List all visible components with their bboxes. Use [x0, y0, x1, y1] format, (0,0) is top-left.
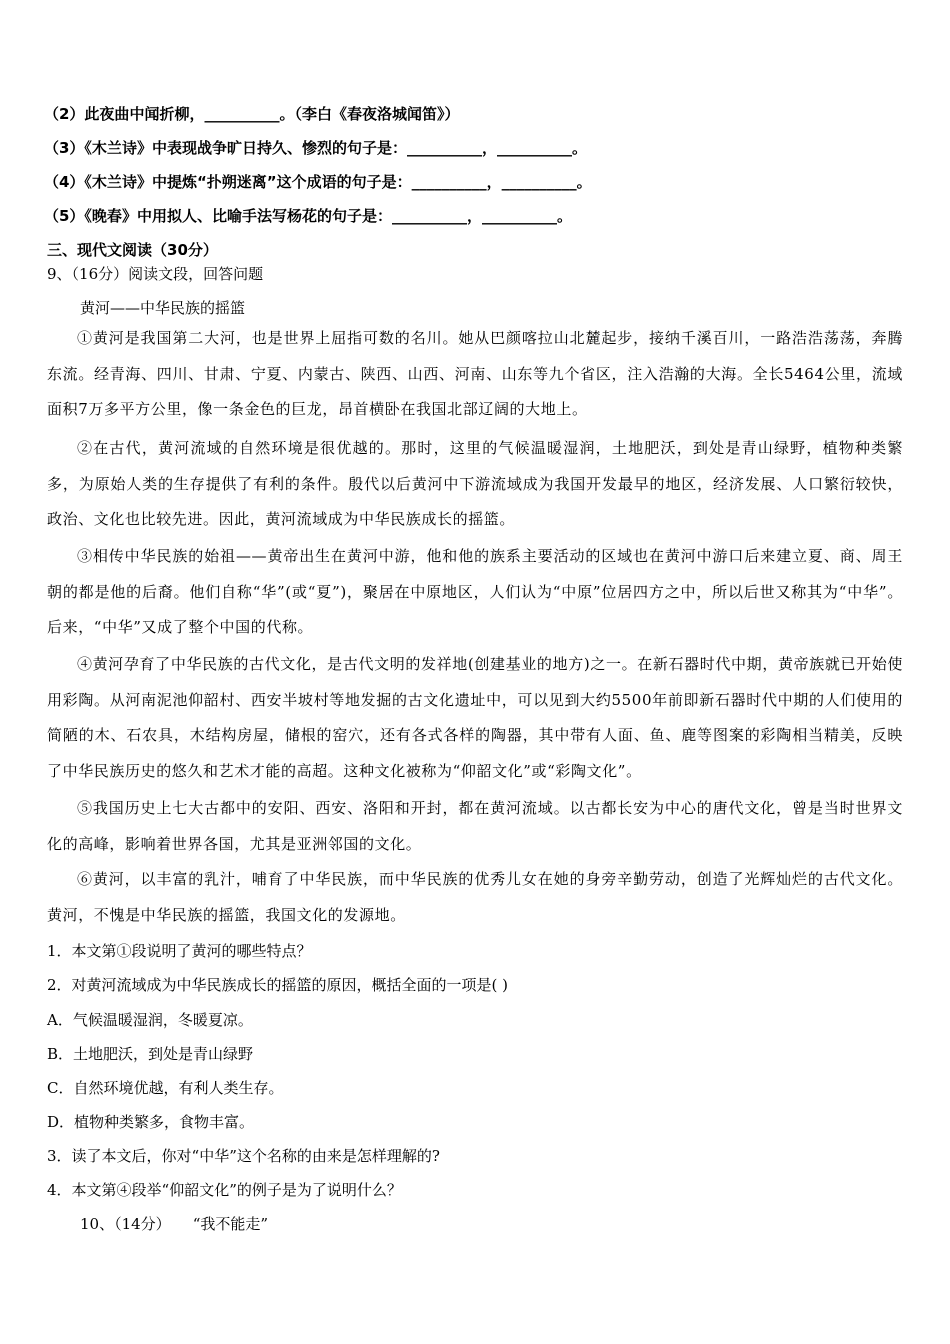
question-10-number: 10、（14分） [80, 1215, 171, 1233]
option-a: A．气候温暖湿润，冬暖夏凉。 [47, 1011, 253, 1029]
paragraph-6: ⑥黄河，以丰富的乳汁，哺育了中华民族，而中华民族的优秀儿女在她的身旁辛勤劳动，创造了光辉灿烂的古代文化。黄河，不愧是中华民族的摇篮，我国文化的发源地。 [47, 870, 903, 924]
fill-blank-item-3: （3）《木兰诗》中表现战争旷日持久、惨烈的句子是：__________，__________。 [44, 139, 587, 157]
question-2: 2．对黄河流域成为中华民族成长的摇篮的原因，概括全面的一项是( ) [47, 976, 509, 994]
question-10-header [80, 1214, 268, 1234]
section-title: 三、现代文阅读（30分） [47, 241, 218, 259]
paragraph-4: ④黄河孕育了中华民族的古代文化，是古代文明的发祥地(创建基业的地方)之一。在新石器时代中期，黄帝族就已开始使用彩陶。从河南泥池仰韶村、西安半坡村等地发掘的古文化遗址中，可以见到大约5500年前即新石器时代中期的人们使用的简陋的木、石农具，木结构房屋，储根的窑穴，还有各式各样的陶器，其中带有人面、鱼、鹿等图案的彩陶相当精美，反映了中华民族历史的悠久和艺术才能的高超。这种文化被称为“仰韶文化”或“彩陶文化”。 [47, 655, 903, 780]
paragraph-1: ①黄河是我国第二大河，也是世界上屈指可数的名川。她从巴颜喀拉山北麓起步，接纳千溪百川，一路浩浩荡荡，奔腾东流。经青海、四川、甘肃、宁夏、内蒙古、陕西、山西、河南、山东等九个省区，注入浩瀚的大海。全长5464公里，流域面积7万多平方公里，像一条金色的巨龙，昂首横卧在我国北部辽阔的大地上。 [47, 329, 903, 418]
option-d: D．植物种类繁多，食物丰富。 [47, 1113, 255, 1131]
fill-blank-item-2: （2）此夜曲中闻折柳，__________。（李白《春夜洛城闻笛》） [44, 105, 460, 123]
question-9-header: 9、（16分）阅读文段，回答问题 [47, 265, 264, 283]
question-1: 1．本文第①段说明了黄河的哪些特点？ [47, 942, 312, 960]
fill-blank-item-5: （5）《晚春》中用拟人、比喻手法写杨花的句子是：__________，__________。 [44, 207, 572, 225]
paragraph-2: ②在古代，黄河流域的自然环境是很优越的。那时，这里的气候温暖湿润，土地肥沃，到处是青山绿野，植物种类繁多，为原始人类的生存提供了有利的条件。殷代以后黄河中下游流域成为我国开发最早的地区，经济发展、人口繁衍较快，政治、文化也比较先进。因此，黄河流域成为中华民族成长的摇篮。 [47, 439, 903, 528]
option-c: C．自然环境优越，有利人类生存。 [47, 1079, 284, 1097]
fill-blank-item-4: （4）《木兰诗》中提炼“扑朔迷离”这个成语的句子是：__________，__________。 [44, 173, 592, 191]
option-b: B．土地肥沃，到处是青山绿野 [47, 1045, 254, 1063]
article-title: 黄河——中华民族的摇篮 [80, 299, 246, 317]
question-3: 3．读了本文后，你对“中华”这个名称的由来是怎样理解的? [47, 1147, 440, 1165]
paragraph-3: ③相传中华民族的始祖——黄帝出生在黄河中游，他和他的族系主要活动的区域也在黄河中游口后来建立夏、商、周王朝的都是他的后裔。他们自称“华”(或“夏”)，聚居在中原地区，人们认为“中原”位居四方之中，所以后世又称其为“中华”。后来，“中华”又成了整个中国的代称。 [47, 547, 903, 636]
question-4: 4．本文第④段举“仰韶文化”的例子是为了说明什么？ [47, 1181, 402, 1199]
question-10-title: “我不能走” [192, 1215, 269, 1233]
paragraph-5: ⑤我国历史上七大古都中的安阳、西安、洛阳和开封，都在黄河流域。以古都长安为中心的唐代文化，曾是当时世界文化的高峰，影响着世界各国，尤其是亚洲邻国的文化。 [47, 799, 903, 853]
